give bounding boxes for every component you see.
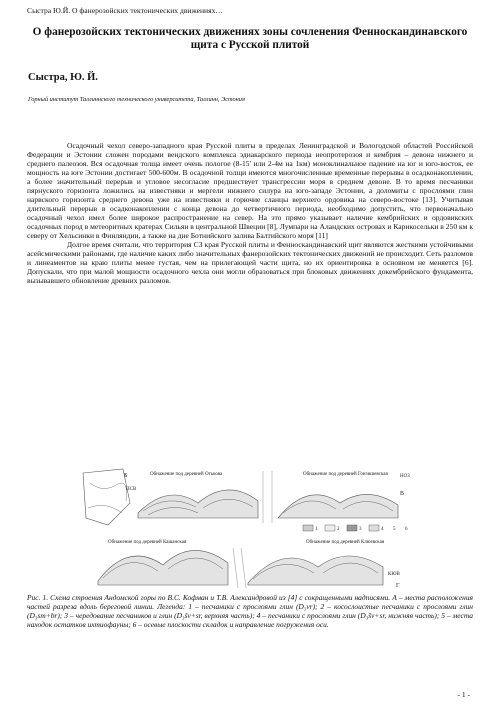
running-header: Сыстра Ю.Й. О фанерозойских тектонических движениях… xyxy=(27,6,223,15)
author-name: Сыстра, Ю. Й. xyxy=(28,72,98,83)
label-section-bottom-left: Обнажение под деревней Кашанская xyxy=(108,540,187,545)
paragraph-2: Долгое время считали, что территория СЗ края Русской плиты и Фенноскандинавский щит являются жесткими устойчивыми асейсмическими районами, где наличие каких либо значительных фанерозойских тектонических движений не происходит. Сеть разломов и линеаментов на краю плиты менее густая, чем на прилегающей части щита, но их ориентировка в основном не меняется [6]. Допускали, что при малой мощности осадочного чехла они могли образоваться при блоковых движениях докембрийского фундамента, вызывавшего обновление древних разломов. xyxy=(27,240,473,285)
label-panel-b: Б xyxy=(124,473,128,479)
geological-section-figure xyxy=(78,463,423,593)
label-section-bottom-right: Обнажение под деревней Клюевская xyxy=(306,540,385,545)
article-title: О фанерозойских тектонических движениях зоны сочленения Фенноскандинавского щита с Русской плитой xyxy=(32,26,468,51)
page-number: - 1 - xyxy=(457,690,470,699)
legend-2: 2 xyxy=(337,527,340,532)
author-affiliation: Горный институт Таллиннского технического университета, Таллинн, Эстония xyxy=(28,96,245,103)
label-panel-g: Г xyxy=(396,583,400,589)
label-location-nz: НОЗ xyxy=(400,474,410,479)
label-section-top-right: Обнажение под деревней Гонзишевская xyxy=(303,472,388,477)
label-panel-v: В xyxy=(400,491,405,497)
article-body xyxy=(27,141,473,285)
legend-3: 3 xyxy=(359,527,362,532)
legend-1: 1 xyxy=(315,527,318,532)
legend-5: 5 xyxy=(393,527,396,532)
figure-andoma-section xyxy=(78,463,423,593)
label-location-pz: ПСВ xyxy=(126,487,137,492)
figure-caption: Рис. 1. Схема строения Андомской горы по В.С. Кофман и Т.В. Александровой из [4] с сокращенными надписями. А – места расположения частей разреза вдоль береговой линии. Легенда: 1 – песчаники с прослоями глин (D₃vr); 2 – косослоистые песчаники с прослоями глин (D₃sm+br); 3 – чередование песчаников и глин (D₃šv+sr, верхняя часть); 4 – песчаники с прослоями глин (D₃šv+sr, нижняя часть); 5 – места находок остатков ихтиофауны; 6 – осевые плоскости складок и направление погружения оси. xyxy=(27,593,473,630)
label-location-kv: КЮВ xyxy=(388,572,400,577)
label-section-top-left: Обнажение под деревней Отькова xyxy=(150,472,223,477)
legend-6: 6 xyxy=(405,527,408,532)
paragraph-1: Осадочный чехол северо-западного края Русской плиты в пределах Ленинградской и Вологодской областей Российской Федерации и Эстонии сложен породами вендского комплекса эдиакарского периода неопротерозоя и кембрия – девона нижнего и среднего палеозоя. Вся осадочная толща имеет очень пологое (8-15' или 2-4м на 1км) моноклинальное падение на юг и юго-восток, ее мощность на юге Эстонии достигает 500-600м. В осадочной толщи имеются многочисленные временные перерывы в осадконакоплении, а более значительный перерыв и угловое несогласие предшествует трансгрессии моря в среднем девоне. В то время песчаники пярнуского горизонта ложились на известняки и мергели нижнего силура на юго-западе Эстонии, а доломиты с прослоями глин нарвского горизонта среднего девона уже на известняки и горючие сланцы верхнего ордовика на северо-востоке [13]. Учитывая длительный перерыв в осадконакоплении с конца девона до четвертичного периода, необходимо допустить, что первоначально осадочный чехол имел более широкое распространение на север. На это прямо указывает наличие кембрийских и ордовикских осадочных пород в метеоритных кратерах Сильян в центральной Швеции [8], Лумпари на Аландских островах и Карикосельки в 250 км к северу от Хельсинки в Финляндии, а также на дне Ботнийского залива Балтийского моря [11] xyxy=(27,141,473,240)
legend-4: 4 xyxy=(381,527,384,532)
